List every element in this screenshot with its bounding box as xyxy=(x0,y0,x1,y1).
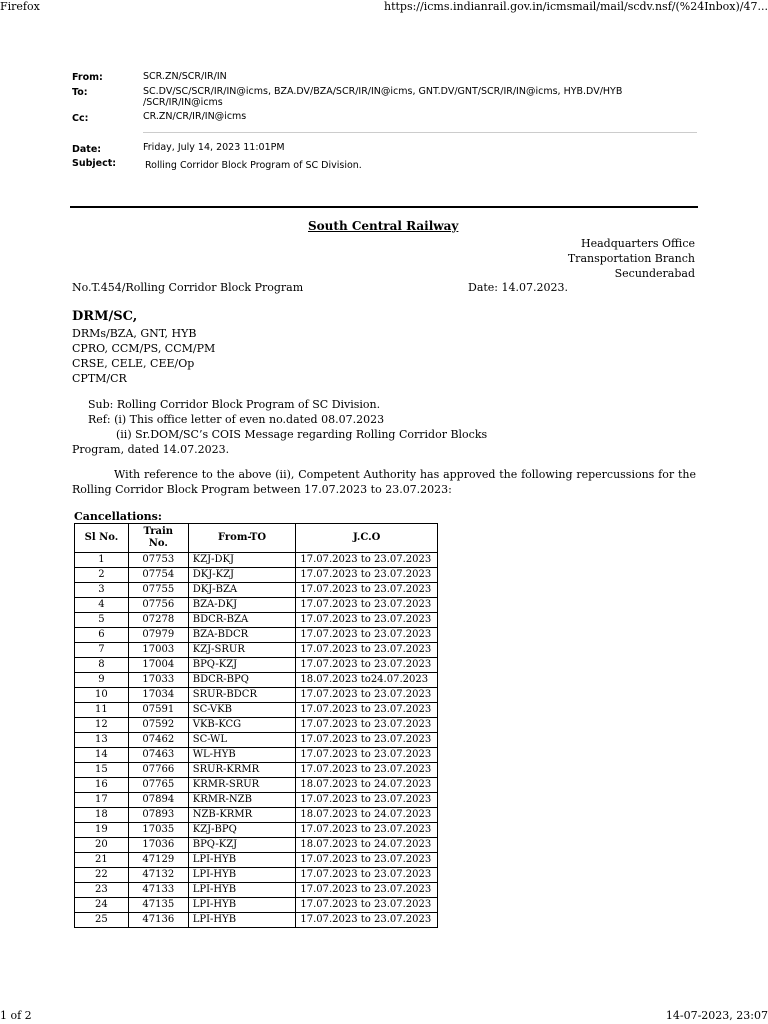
cell-jco: 18.07.2023 to 24.07.2023 xyxy=(296,778,438,793)
cell-sl-no: 23 xyxy=(75,883,129,898)
subject-line: Sub: Rolling Corridor Block Program of SC Division. xyxy=(88,398,381,411)
addressee-line: CPRO, CCM/PS, CCM/PM xyxy=(72,342,216,355)
cell-jco: 17.07.2023 to 23.07.2023 xyxy=(296,733,438,748)
cell-sl-no: 1 xyxy=(75,553,129,568)
cell-sl-no: 8 xyxy=(75,658,129,673)
cell-sl-no: 2 xyxy=(75,568,129,583)
cell-sl-no: 21 xyxy=(75,853,129,868)
reference-number: No.T.454/Rolling Corridor Block Program xyxy=(72,281,304,294)
cell-sl-no: 16 xyxy=(75,778,129,793)
browser-app-name: Firefox xyxy=(0,0,40,13)
reference-2-cont: Program, dated 14.07.2023. xyxy=(72,443,230,456)
header-divider xyxy=(143,132,697,133)
table-row xyxy=(75,778,438,793)
cell-jco: 17.07.2023 to 23.07.2023 xyxy=(296,598,438,613)
cell-train-no: 07754 xyxy=(128,568,188,583)
cell-route: DKJ-KZJ xyxy=(188,568,296,583)
cell-jco: 17.07.2023 to 23.07.2023 xyxy=(296,643,438,658)
cell-route: SRUR-KRMR xyxy=(188,763,296,778)
cell-jco: 17.07.2023 to 23.07.2023 xyxy=(296,913,438,928)
page-info: 1 of 2 xyxy=(0,1009,32,1022)
cell-route: WL-HYB xyxy=(188,748,296,763)
cell-route: VKB-KCG xyxy=(188,718,296,733)
office-line3: Secunderabad xyxy=(614,267,695,280)
cell-sl-no: 4 xyxy=(75,598,129,613)
table-row xyxy=(75,658,438,673)
cell-train-no: 07765 xyxy=(128,778,188,793)
cell-jco: 17.07.2023 to 23.07.2023 xyxy=(296,883,438,898)
cell-jco: 17.07.2023 to 23.07.2023 xyxy=(296,898,438,913)
cell-train-no: 47132 xyxy=(128,868,188,883)
cell-train-no: 17036 xyxy=(128,838,188,853)
ref-1-text: (i) This office letter of even no.dated 08.07.2023 xyxy=(114,413,385,426)
cell-sl-no: 15 xyxy=(75,763,129,778)
table-row xyxy=(75,688,438,703)
cell-sl-no: 7 xyxy=(75,643,129,658)
cell-sl-no: 20 xyxy=(75,838,129,853)
addressee-list xyxy=(72,326,215,386)
cell-jco: 17.07.2023 to 23.07.2023 xyxy=(296,763,438,778)
cell-sl-no: 14 xyxy=(75,748,129,763)
table-row xyxy=(75,553,438,568)
table-row xyxy=(75,793,438,808)
cell-sl-no: 13 xyxy=(75,733,129,748)
cell-route: BDCR-BZA xyxy=(188,613,296,628)
cell-jco: 18.07.2023 to 24.07.2023 xyxy=(296,838,438,853)
body-divider xyxy=(70,206,698,208)
body-line1: With reference to the above (ii), Competent Authority has approved the following repercussions for the xyxy=(114,468,696,481)
cell-train-no: 07462 xyxy=(128,733,188,748)
cell-sl-no: 9 xyxy=(75,673,129,688)
cell-jco: 17.07.2023 to 23.07.2023 xyxy=(296,853,438,868)
cell-sl-no: 6 xyxy=(75,628,129,643)
cell-jco: 17.07.2023 to 23.07.2023 xyxy=(296,583,438,598)
header-from-to: From-TO xyxy=(188,524,296,553)
cell-train-no: 07766 xyxy=(128,763,188,778)
addressee-line: CPTM/CR xyxy=(72,372,127,385)
cell-jco: 17.07.2023 to 23.07.2023 xyxy=(296,718,438,733)
table-row xyxy=(75,673,438,688)
cell-sl-no: 11 xyxy=(75,703,129,718)
subject-label: Subject: xyxy=(72,158,117,169)
table-row xyxy=(75,568,438,583)
cell-sl-no: 25 xyxy=(75,913,129,928)
cell-train-no: 17003 xyxy=(128,643,188,658)
cell-jco: 17.07.2023 to 23.07.2023 xyxy=(296,628,438,643)
header-train-line2: No. xyxy=(148,538,168,549)
cell-route: BZA-BDCR xyxy=(188,628,296,643)
header-jco: J.C.O xyxy=(296,524,438,553)
cell-train-no: 07755 xyxy=(128,583,188,598)
cell-route: SRUR-BDCR xyxy=(188,688,296,703)
cell-train-no: 47136 xyxy=(128,913,188,928)
cell-train-no: 17033 xyxy=(128,673,188,688)
to-value-line2: /SCR/IR/IN@icms xyxy=(143,97,223,108)
cc-label: Cc: xyxy=(72,113,89,124)
cell-jco: 17.07.2023 to 23.07.2023 xyxy=(296,868,438,883)
cell-route: LPI-HYB xyxy=(188,853,296,868)
from-label: From: xyxy=(72,72,103,83)
cell-route: KRMR-NZB xyxy=(188,793,296,808)
cell-route: KZJ-DKJ xyxy=(188,553,296,568)
cell-train-no: 07756 xyxy=(128,598,188,613)
cancellations-table xyxy=(74,523,438,928)
cell-sl-no: 19 xyxy=(75,823,129,838)
header-sl-no: Sl No. xyxy=(75,524,129,553)
to-value-line1: SC.DV/SC/SCR/IR/IN@icms, BZA.DV/BZA/SCR/IR/IN@icms, GNT.DV/GNT/SCR/IR/IN@icms, HYB.DV/HYB xyxy=(143,86,623,97)
letter-date: Date: 14.07.2023. xyxy=(468,281,568,294)
cell-route: LPI-HYB xyxy=(188,898,296,913)
table-row xyxy=(75,913,438,928)
table-row xyxy=(75,763,438,778)
header-train-no xyxy=(128,524,188,553)
body-paragraph xyxy=(72,467,696,497)
header-train-line1: Train xyxy=(143,526,174,537)
ref-label: Ref: xyxy=(88,413,111,426)
cell-route: BPQ-KZJ xyxy=(188,838,296,853)
cell-jco: 17.07.2023 to 23.07.2023 xyxy=(296,823,438,838)
cell-jco: 17.07.2023 to 23.07.2023 xyxy=(296,703,438,718)
cell-jco: 17.07.2023 to 23.07.2023 xyxy=(296,793,438,808)
print-timestamp: 14-07-2023, 23:07 xyxy=(665,1009,768,1022)
to-label: To: xyxy=(72,87,88,98)
table-row xyxy=(75,853,438,868)
cell-train-no: 07463 xyxy=(128,748,188,763)
cell-route: LPI-HYB xyxy=(188,868,296,883)
addressee-main: DRM/SC, xyxy=(72,309,138,324)
cell-jco: 17.07.2023 to 23.07.2023 xyxy=(296,553,438,568)
cancellations-title: Cancellations: xyxy=(74,510,162,523)
cell-route: LPI-HYB xyxy=(188,883,296,898)
cell-jco: 17.07.2023 to 23.07.2023 xyxy=(296,688,438,703)
cell-sl-no: 5 xyxy=(75,613,129,628)
table-row xyxy=(75,838,438,853)
cell-train-no: 07979 xyxy=(128,628,188,643)
cell-train-no: 07753 xyxy=(128,553,188,568)
cell-train-no: 07893 xyxy=(128,808,188,823)
table-row xyxy=(75,808,438,823)
cell-train-no: 17004 xyxy=(128,658,188,673)
cell-jco: 18.07.2023 to 24.07.2023 xyxy=(296,808,438,823)
date-label: Date: xyxy=(72,144,102,155)
table-row xyxy=(75,703,438,718)
cell-route: KZJ-SRUR xyxy=(188,643,296,658)
org-title: South Central Railway xyxy=(308,219,459,233)
cell-sl-no: 17 xyxy=(75,793,129,808)
cell-jco: 17.07.2023 to 23.07.2023 xyxy=(296,748,438,763)
cell-route: LPI-HYB xyxy=(188,913,296,928)
table-row xyxy=(75,583,438,598)
date-value: Friday, July 14, 2023 11:01PM xyxy=(143,142,285,153)
cell-route: KZJ-BPQ xyxy=(188,823,296,838)
cell-route: BPQ-KZJ xyxy=(188,658,296,673)
cell-route: DKJ-BZA xyxy=(188,583,296,598)
office-address xyxy=(568,236,695,281)
table-row xyxy=(75,883,438,898)
cell-route: BZA-DKJ xyxy=(188,598,296,613)
from-value: SCR.ZN/SCR/IR/IN xyxy=(143,71,227,82)
office-line1: Headquarters Office xyxy=(581,237,695,250)
table-row xyxy=(75,733,438,748)
cell-route: SC-VKB xyxy=(188,703,296,718)
page-url[interactable]: https://icms.indianrail.gov.in/icmsmail/mail/scdv.nsf/(%24Inbox)/47... xyxy=(383,0,768,13)
table-row xyxy=(75,613,438,628)
table-row xyxy=(75,628,438,643)
cell-sl-no: 12 xyxy=(75,718,129,733)
cell-sl-no: 3 xyxy=(75,583,129,598)
cell-train-no: 07894 xyxy=(128,793,188,808)
cell-sl-no: 22 xyxy=(75,868,129,883)
table-row xyxy=(75,748,438,763)
table-row xyxy=(75,643,438,658)
cell-jco: 17.07.2023 to 23.07.2023 xyxy=(296,658,438,673)
cell-route: SC-WL xyxy=(188,733,296,748)
table-row xyxy=(75,718,438,733)
table-row xyxy=(75,598,438,613)
cell-route: BDCR-BPQ xyxy=(188,673,296,688)
cell-jco: 17.07.2023 to 23.07.2023 xyxy=(296,613,438,628)
cell-route: KRMR-SRUR xyxy=(188,778,296,793)
addressee-line: DRMs/BZA, GNT, HYB xyxy=(72,327,197,340)
body-line2: Rolling Corridor Block Program between 17.07.2023 to 23.07.2023: xyxy=(72,483,452,496)
cell-train-no: 07591 xyxy=(128,703,188,718)
cell-jco: 17.07.2023 to 23.07.2023 xyxy=(296,568,438,583)
table-row xyxy=(75,898,438,913)
cell-train-no: 07592 xyxy=(128,718,188,733)
subject-value: Rolling Corridor Block Program of SC Division. xyxy=(145,160,362,171)
cell-train-no: 17035 xyxy=(128,823,188,838)
cell-train-no: 17034 xyxy=(128,688,188,703)
reference-2: (ii) Sr.DOM/SC’s COIS Message regarding Rolling Corridor Blocks xyxy=(116,428,488,441)
cell-train-no: 07278 xyxy=(128,613,188,628)
cell-sl-no: 18 xyxy=(75,808,129,823)
table-row xyxy=(75,868,438,883)
table-header-row xyxy=(75,524,438,553)
cell-route: NZB-KRMR xyxy=(188,808,296,823)
table-row xyxy=(75,823,438,838)
office-line2: Transportation Branch xyxy=(567,252,695,265)
reference-1 xyxy=(88,412,384,427)
cell-sl-no: 24 xyxy=(75,898,129,913)
cell-jco: 18.07.2023 to24.07.2023 xyxy=(296,673,438,688)
cell-train-no: 47133 xyxy=(128,883,188,898)
cc-value: CR.ZN/CR/IR/IN@icms xyxy=(143,111,247,122)
cell-train-no: 47135 xyxy=(128,898,188,913)
addressee-line: CRSE, CELE, CEE/Op xyxy=(72,357,195,370)
cell-sl-no: 10 xyxy=(75,688,129,703)
cell-train-no: 47129 xyxy=(128,853,188,868)
